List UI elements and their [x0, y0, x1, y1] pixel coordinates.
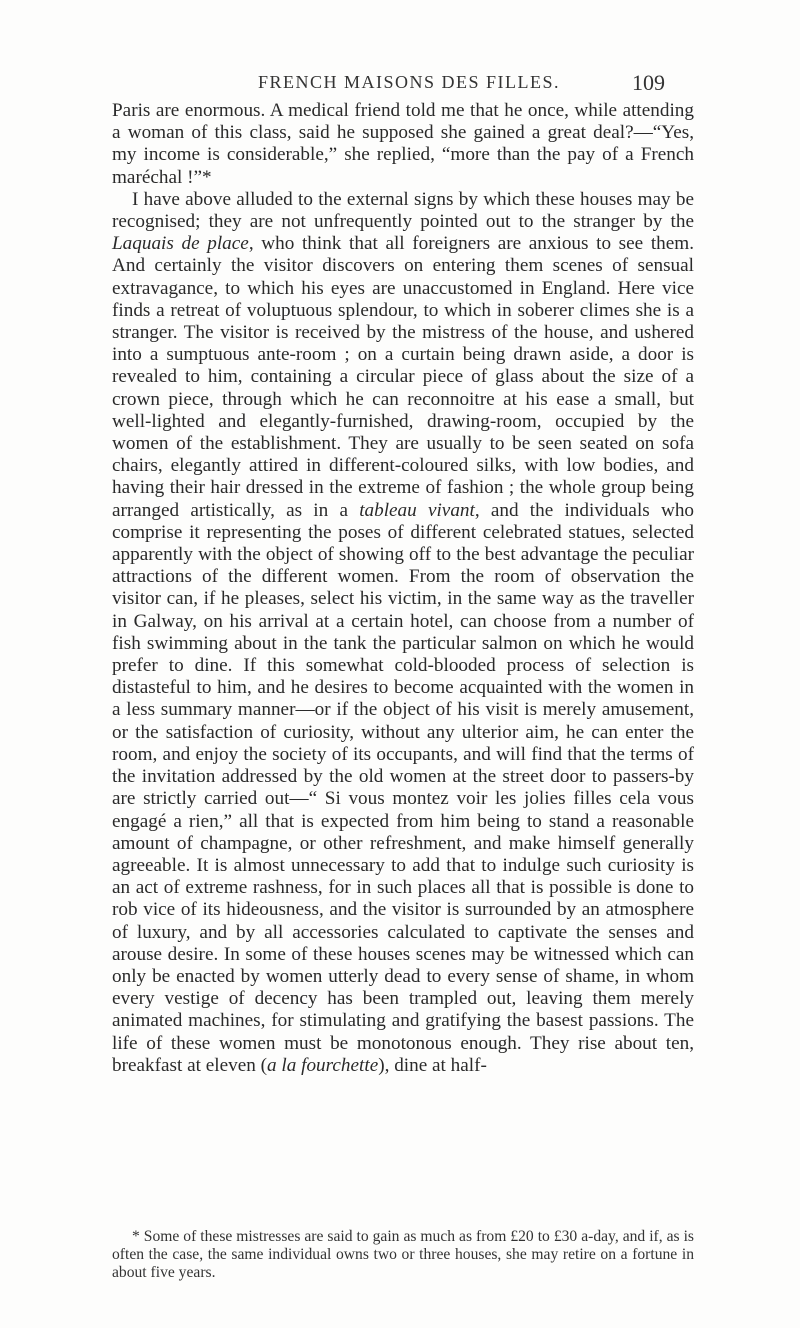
paragraph-2-part-a: I have above alluded to the external signs by which these houses may be recognised; they are not unfrequently pointed out to the stranger by the — [112, 188, 694, 233]
paragraph-2 — [112, 189, 694, 1077]
paragraph-2-part-c: , and the individuals who comprise it representing the poses of different celebrated statues, selected apparently with the object of showing off to the best advantage the peculiar attractions of the different women. From the room of observation the visitor can, if he pleases, select his victim, in the same way as the traveller in Galway, on his arrival at a certain hotel, can choose from a number of fish swimming about in the tank the particular salmon on which he would prefer to dine. If this somewhat cold-blooded process of selection is distasteful to him, and he desires to become acquainted with the women in a less summary manner—or if the object of his visit is merely amusement, or the satisfaction of curiosity, without any ulterior aim, he can enter the room, and enjoy the society of its occupants, and will find that the terms of the invitation addressed by the old women at the street door to passers-by are strictly carried out—“ Si vous montez voir les jolies filles cela vous engagé a rien,” all that is expected from him being to stand a reasonable amount of champagne, or other refreshment, and make himself generally agreeable. It is almost unnecessary to add that to indulge such curiosity is an act of extreme rashness, for in such places all that is possible is done to rob vice of its hideousness, and the visitor is surrounded by an atmosphere of luxury, and by all accessories calculated to captivate the senses and arouse desire. In some of these houses scenes may be witnessed which can only be enacted by women utterly dead to every sense of shame, in whom every vestige of decency has been trampled out, leaving them merely animated machines, for stimulating and gratifying the basest passions. The life of these women must be monotonous enough. They rise about ten, breakfast at eleven ( — [112, 499, 695, 1076]
footnote — [112, 1228, 694, 1283]
body-text — [112, 100, 694, 1077]
footnote-text: * Some of these mistresses are said to gain as much as from £20 to £30 a-day, and if, as is often the case, the same individual owns two or three houses, she may retire on a fortune in about five years. — [112, 1228, 694, 1282]
paragraph-1: Paris are enormous. A medical friend told me that he once, while attending a woman of this class, said he supposed she gained a great deal?—“Yes, my income is considerable,” she replied, “more than the pay of a French maréchal !”* — [112, 100, 694, 188]
italic-laquais-de-place: Laquais de place — [112, 233, 249, 255]
italic-tableau-vivant: tableau vivant — [359, 499, 475, 521]
page-number: 109 — [632, 70, 665, 95]
paragraph-2-part-d: ), dine at half- — [378, 1054, 487, 1076]
paragraph-2-part-b: , who think that all foreigners are anxious to see them. And certainly the visitor discovers on entering them scenes of sensual extravagance, to which his eyes are unaccustomed in England. Here vice finds a retreat of voluptuous splendour, to which in soberer climes she is a stranger. The visitor is received by the mistress of the house, and ushered into a sumptuous ante-room ; on a curtain being drawn aside, a door is revealed to him, containing a circular piece of glass about the size of a crown piece, through which he can reconnoitre at his ease a small, but well-lighted and elegantly-furnished, drawing-room, occupied by the women of the establishment. They are usually to be seen seated on sofa chairs, elegantly attired in different-coloured silks, with low bodies, and having their hair dressed in the extreme of fashion ; the whole group being arranged artistically, as in a — [112, 233, 694, 521]
italic-a-la-fourchette: a la fourchette — [267, 1054, 379, 1076]
running-title: FRENCH MAISONS DES FILLES. — [258, 72, 561, 92]
running-header — [0, 72, 800, 102]
